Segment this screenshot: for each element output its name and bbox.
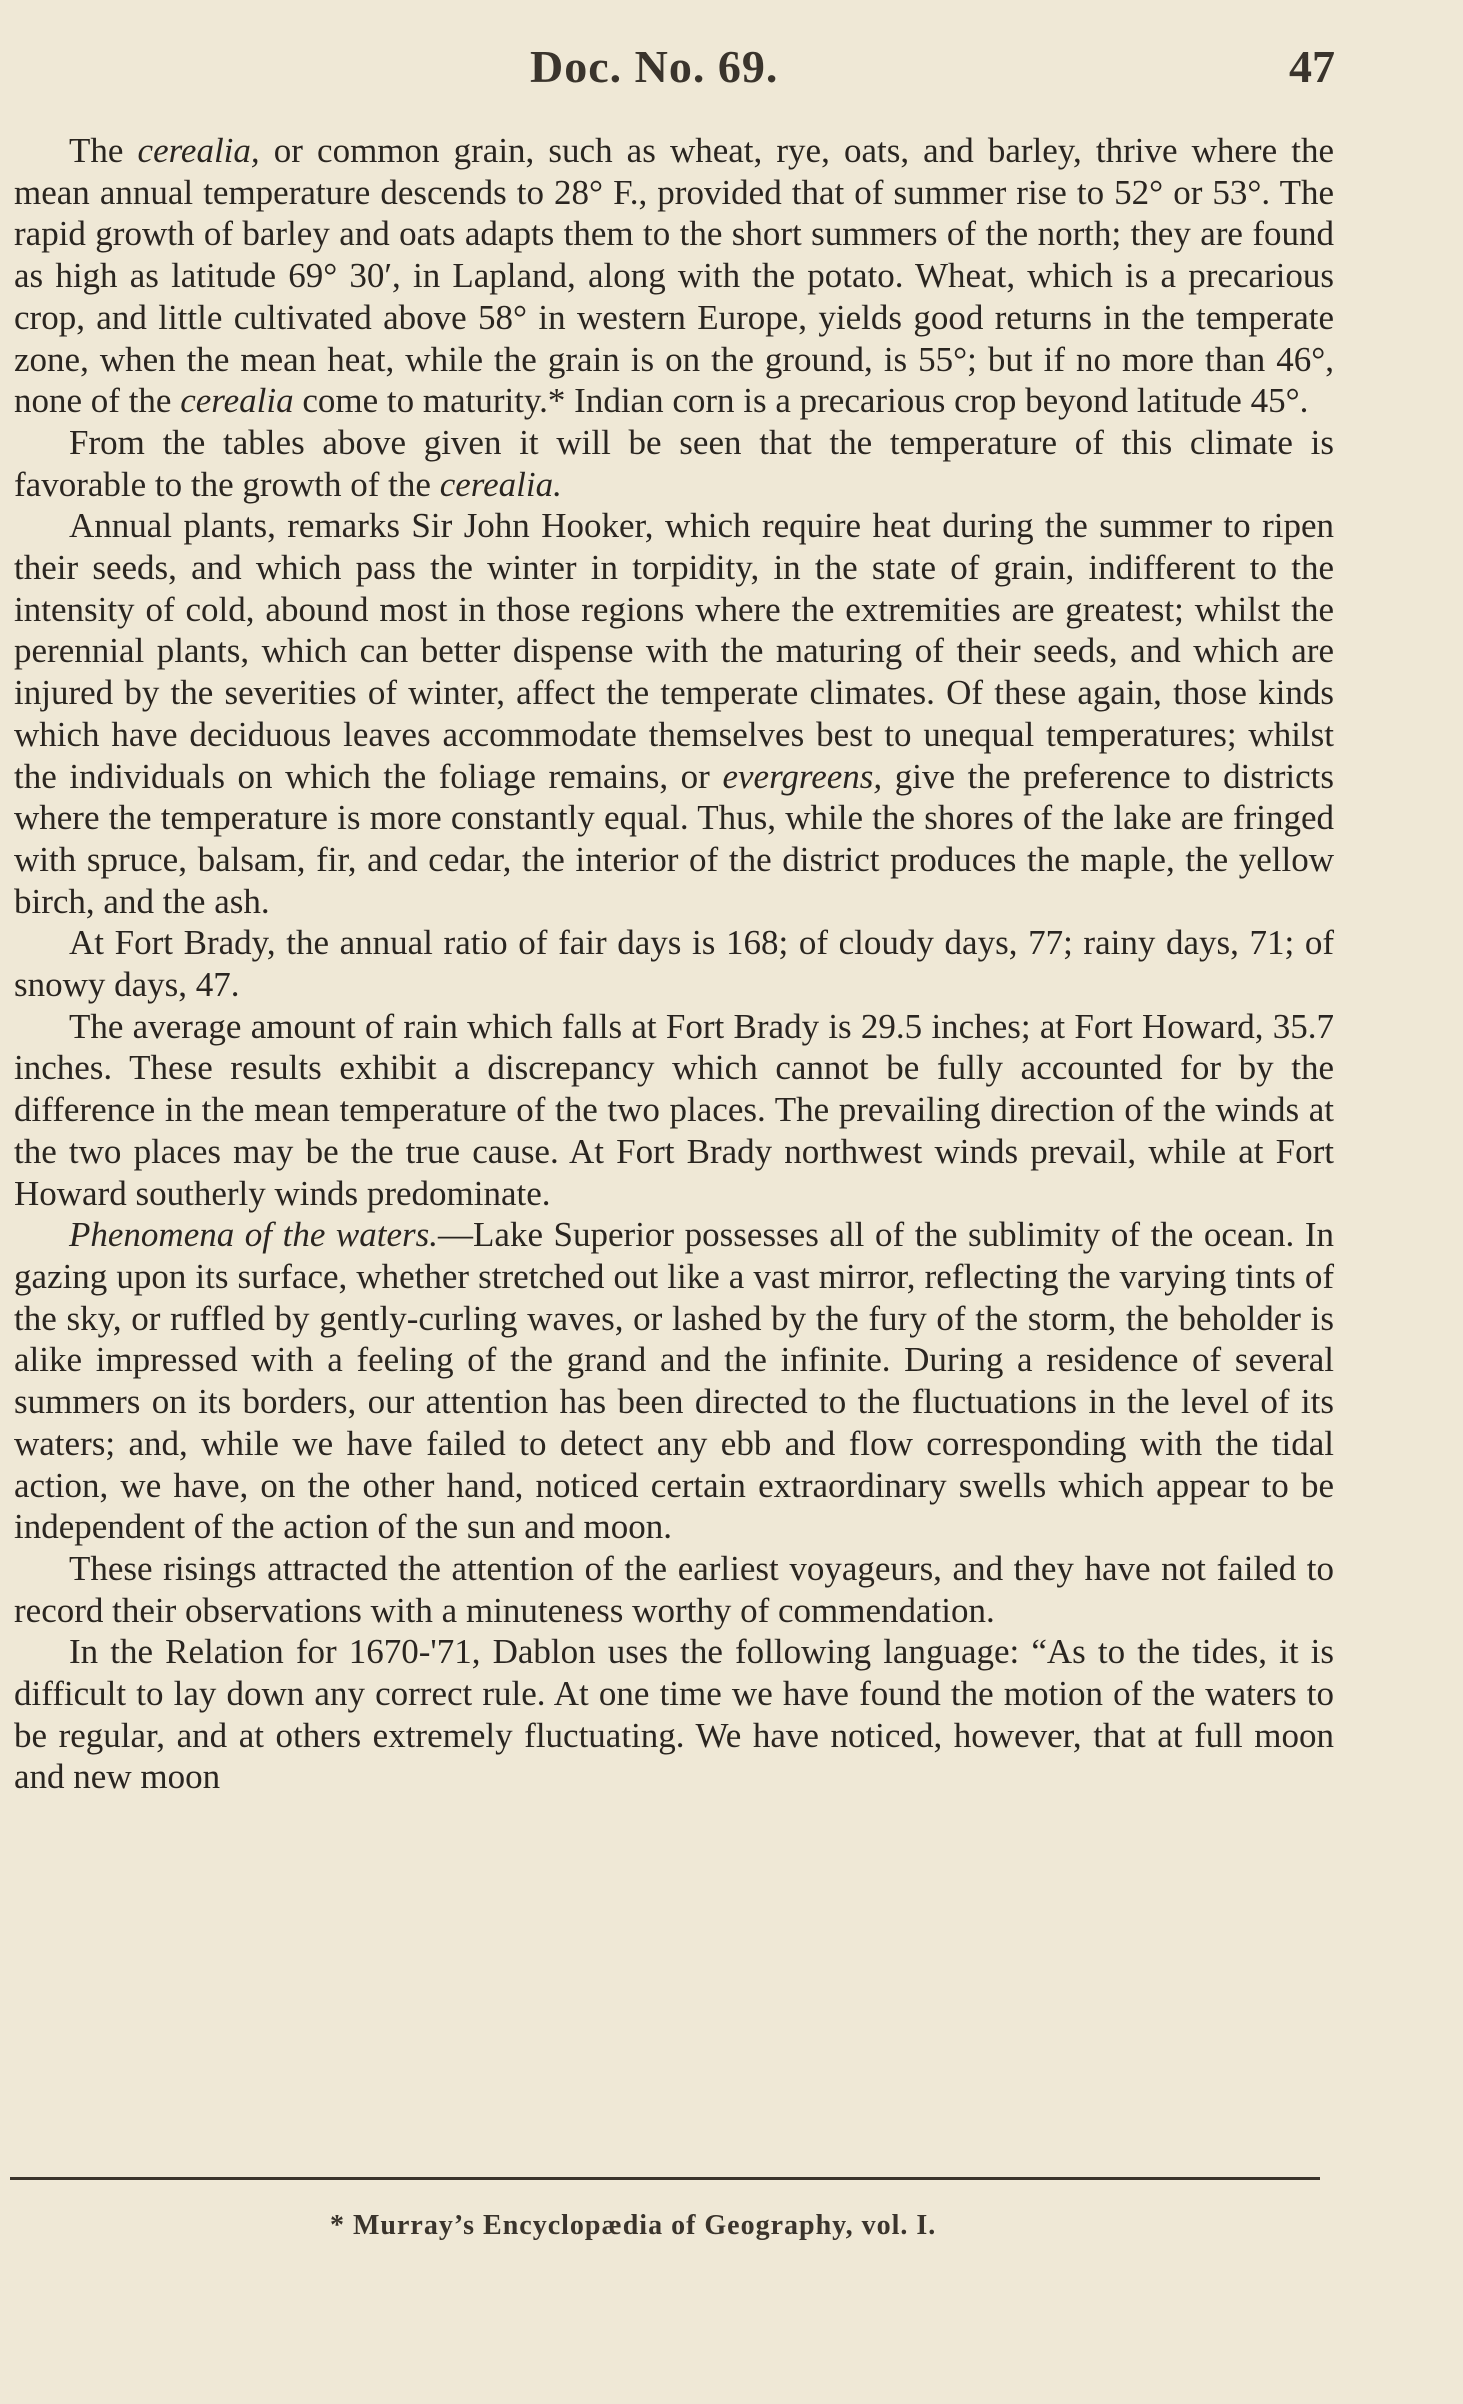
paragraph xyxy=(14,1548,1334,1631)
footnote-divider xyxy=(10,2177,1320,2180)
paragraph xyxy=(14,130,1334,422)
italic-text: evergreens, xyxy=(722,756,883,796)
paragraph-text: or common grain, such as wheat, rye, oats, and barley, thrive where the mean annual temperature descends to 28° F., provided that of summer rise to 52° or 53°. The rapid growth of barley and oats adapts them to the short summers of the north; they are found as high as latitude 69° 30′, in Lapland, along with the potato. Wheat, which is a precarious crop, and little cultivated above 58° in western Europe, yields good returns in the temperate zone, when the mean heat, while the grain is on the ground, is 55°; but if no more than 46°, none of the xyxy=(14,131,1334,421)
italic-text: cerealia. xyxy=(439,464,562,504)
paragraph-text: give the preference to districts where the temperature is more constantly equal. Thus, while the shores of the lake are fringed with spruce, balsam, fir, and cedar, the interior of the district produces the maple, the yellow birch, and the ash. xyxy=(14,756,1334,921)
paragraph-text: The average amount of rain which falls at Fort Brady is 29.5 inches; at Fort Howard, 35.7 inches. These results exhibit a discrepancy which cannot be fully accounted for by the difference in the mean temperature of the two places. The prevailing direction of the winds at the two places may be the true cause. At Fort Brady northwest winds prevail, while at Fort Howard southerly winds predominate. xyxy=(14,1006,1334,1213)
paragraph-text: In the Relation for 1670-'71, Dablon uses the following language: “As to the tides, it is difficult to lay down any correct rule. At one time we have found the motion of the waters to be regular, and at others extremely fluctuating. We have noticed, however, that at full moon and new moon xyxy=(14,1632,1334,1797)
document-title: Doc. No. 69. xyxy=(530,41,779,92)
paragraph xyxy=(14,1006,1334,1215)
paragraph-text: These risings attracted the attention of the earliest voyageurs, and they have not failed to record their observations with a minuteness worthy of commendation. xyxy=(14,1548,1334,1630)
paragraph-text: From the tables above given it will be seen that the temperature of this climate is favorable to the growth of the xyxy=(14,422,1334,504)
paragraph xyxy=(14,1214,1334,1548)
paragraph-text: At Fort Brady, the annual ratio of fair days is 168; of cloudy days, 77; rainy days, 71; of snowy days, 47. xyxy=(14,923,1334,1005)
paragraph xyxy=(14,422,1334,505)
paragraph-text: —Lake Superior possesses all of the sublimity of the ocean. In gazing upon its surface, whether stretched out like a vast mirror, reflecting the varying tints of the sky, or ruffled by gently-curling waves, or lashed by the fury of the storm, the beholder is alike impressed with a feeling of the grand and the infinite. During a residence of several summers on its borders, our attention has been directed to the fluctuations in the level of its waters; and, while we have failed to detect any ebb and flow corresponding with the tidal action, we have, on the other hand, noticed certain extraordinary swells which appear to be independent of the action of the sun and moon. xyxy=(14,1215,1334,1547)
body-text xyxy=(14,130,1334,1798)
paragraph-text: Annual plants, remarks Sir John Hooker, which require heat during the summer to ripen their seeds, and which pass the winter in torpidity, in the state of grain, indifferent to the intensity of cold, abound most in those regions where the extremities are greatest; whilst the perennial plants, which can better dispense with the maturing of their seeds, and which are injured by the severities of winter, affect the temperate climates. Of these again, those kinds which have deciduous leaves accommodate themselves best to unequal temperatures; whilst the individuals on which the foliage remains, or xyxy=(14,506,1334,796)
italic-text: cerealia xyxy=(180,381,294,421)
paragraph-text: The xyxy=(69,131,138,170)
page-header xyxy=(0,40,1463,100)
italic-text: cerealia, xyxy=(137,131,260,170)
italic-text: Phenomena of the waters. xyxy=(69,1215,439,1255)
paragraph xyxy=(14,505,1334,922)
page-number: 47 xyxy=(1289,41,1335,92)
paragraph xyxy=(14,922,1334,1005)
paragraph xyxy=(14,1631,1334,1798)
paragraph-text: come to maturity.* Indian corn is a precarious crop beyond latitude 45°. xyxy=(293,381,1309,421)
footnote: * Murray’s Encyclopædia of Geography, vol. I. xyxy=(330,2210,937,2241)
